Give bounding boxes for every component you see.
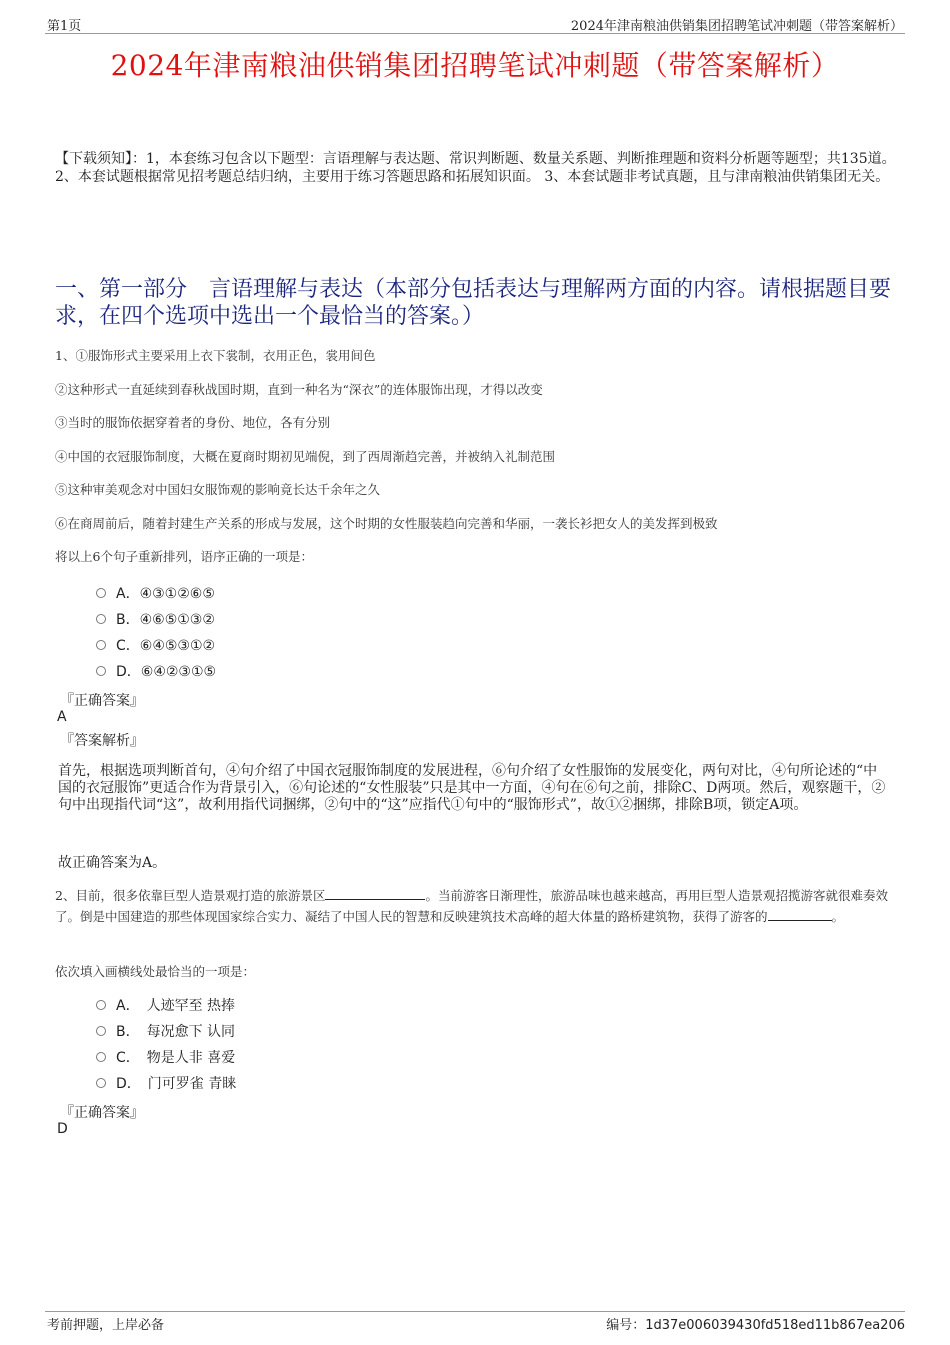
q1-option-c[interactable] bbox=[96, 632, 216, 658]
header-divider bbox=[45, 33, 905, 34]
radio-icon[interactable] bbox=[96, 666, 106, 676]
q2-blank-2 bbox=[768, 908, 832, 921]
footer-code-value: 1d37e006039430fd518ed11b867ea206 bbox=[645, 1318, 905, 1333]
radio-icon[interactable] bbox=[96, 1000, 106, 1010]
q1-option-a[interactable] bbox=[96, 580, 216, 606]
option-label: B． 每况愈下 认同 bbox=[116, 1024, 236, 1040]
radio-icon[interactable] bbox=[96, 1078, 106, 1088]
q1-line: ③当时的服饰依据穿着者的身份、地位，各有分别 bbox=[55, 415, 331, 430]
q1-line: ④中国的衣冠服饰制度，大概在夏商时期初见端倪，到了西周渐趋完善，并被纳入礼制范围 bbox=[55, 448, 556, 464]
q1-line: ⑥在商周前后，随着封建生产关系的形成与发展，这个时期的女性服装趋向完善和华丽，一袭长衫把女人的美发挥到极致 bbox=[55, 515, 718, 531]
q2-option-b[interactable] bbox=[96, 1018, 236, 1044]
header-page-label: 第1页 bbox=[47, 19, 82, 34]
question-1-stem bbox=[55, 346, 900, 581]
footer-code-label: 编号： bbox=[606, 1318, 646, 1333]
option-label: D．⑥④②③①⑤ bbox=[116, 664, 217, 680]
q1-line: 1、①服饰形式主要采用上衣下裳制，衣用正色，裳用间色 bbox=[55, 348, 376, 363]
q1-option-b[interactable] bbox=[96, 606, 216, 632]
download-notice: 【下载须知】：1，本套练习包含以下题型：言语理解与表达题、常识判断题、数量关系题、判断推理题和资料分析题等题型；共135道。 2、本套试题根据常见招考题总结归纳，主要用于练习答题思路和拓展知识面。 3、本套试题非考试真题，且与津南粮油供销集团无关。 bbox=[55, 151, 896, 185]
radio-icon[interactable] bbox=[96, 1052, 106, 1062]
radio-icon[interactable] bbox=[96, 1026, 106, 1036]
q1-prompt: 将以上6个句子重新排列，语序正确的一项是： bbox=[55, 549, 313, 564]
option-label: D． 门可罗雀 青睐 bbox=[116, 1076, 237, 1092]
option-label: C．⑥④⑤③①② bbox=[116, 638, 216, 654]
radio-icon[interactable] bbox=[96, 614, 106, 624]
q1-line: ②这种形式一直延续到春秋战国时期，直到一种名为“深衣”的连体服饰出现，才得以改变 bbox=[55, 381, 543, 397]
q1-options bbox=[96, 580, 216, 684]
footer-slogan: 考前押题，上岸必备 bbox=[47, 1318, 165, 1333]
q1-line: ⑤这种审美观念对中国妇女服饰观的影响竟长达千余年之久 bbox=[55, 482, 381, 497]
footer-code bbox=[606, 1314, 905, 1333]
radio-icon[interactable] bbox=[96, 640, 106, 650]
question-2-stem bbox=[55, 885, 900, 927]
option-label: A． 人迹罕至 热捧 bbox=[116, 998, 236, 1014]
header-doc-title: 2024年津南粮油供销集团招聘笔试冲刺题（带答案解析） bbox=[570, 19, 903, 34]
footer-divider bbox=[45, 1311, 905, 1312]
q2-text: 。 bbox=[831, 909, 845, 924]
q1-analysis: 首先，根据选项判断首句，④句介绍了中国衣冠服饰制度的发展进程，⑥句介绍了女性服饰的发展变化，两句对比，④句所论述的“中国的衣冠服饰”更适合作为背景引入，⑥句论述的“女性服装”只是其中一方面，④句在⑥句之前，排除C、D两项。然后，观察题干，②句中出现指代词“这”，故利用指代词捆绑，②句中的“这”应指代①句中的“服饰形式”，故①②捆绑，排除B项，锁定A项。 bbox=[58, 763, 886, 813]
option-label: C． 物是人非 喜爱 bbox=[116, 1050, 236, 1066]
q2-option-c[interactable] bbox=[96, 1044, 236, 1070]
q2-option-a[interactable] bbox=[96, 992, 236, 1018]
q1-conclusion: 故正确答案为A。 bbox=[58, 855, 167, 871]
q1-answer: A bbox=[57, 709, 67, 725]
q2-answer-label: 『正确答案』 bbox=[60, 1105, 144, 1121]
q2-text: 。当前游客日渐理性，旅游品味也越来越高，再用巨型人造景观招揽游客就很难奏效了。倒是中国建造的那些体现国家综合实力、凝结了中国人民的智慧和反映建筑技术高峰的超大体量的路桥建筑物，获得了游客的 bbox=[55, 888, 888, 924]
q1-option-d[interactable] bbox=[96, 658, 216, 684]
q1-analysis-label: 『答案解析』 bbox=[60, 733, 144, 749]
section-heading: 一、第一部分 言语理解与表达（本部分包括表达与理解两方面的内容。请根据题目要求，在四个选项中选出一个最恰当的答案。） bbox=[55, 277, 892, 329]
q2-options bbox=[96, 992, 236, 1096]
option-label: A．④③①②⑥⑤ bbox=[116, 586, 215, 602]
q2-blank-1 bbox=[325, 887, 425, 900]
q2-answer: D bbox=[57, 1121, 68, 1137]
option-label: B．④⑥⑤①③② bbox=[116, 612, 215, 628]
page-title: 2024年津南粮油供销集团招聘笔试冲刺题（带答案解析） bbox=[110, 49, 840, 82]
q2-prompt: 依次填入画横线处最恰当的一项是： bbox=[55, 964, 256, 979]
q2-option-d[interactable] bbox=[96, 1070, 236, 1096]
q2-text: 2、目前，很多依靠巨型人造景观打造的旅游景区 bbox=[55, 888, 326, 903]
radio-icon[interactable] bbox=[96, 588, 106, 598]
q1-answer-label: 『正确答案』 bbox=[60, 693, 144, 709]
